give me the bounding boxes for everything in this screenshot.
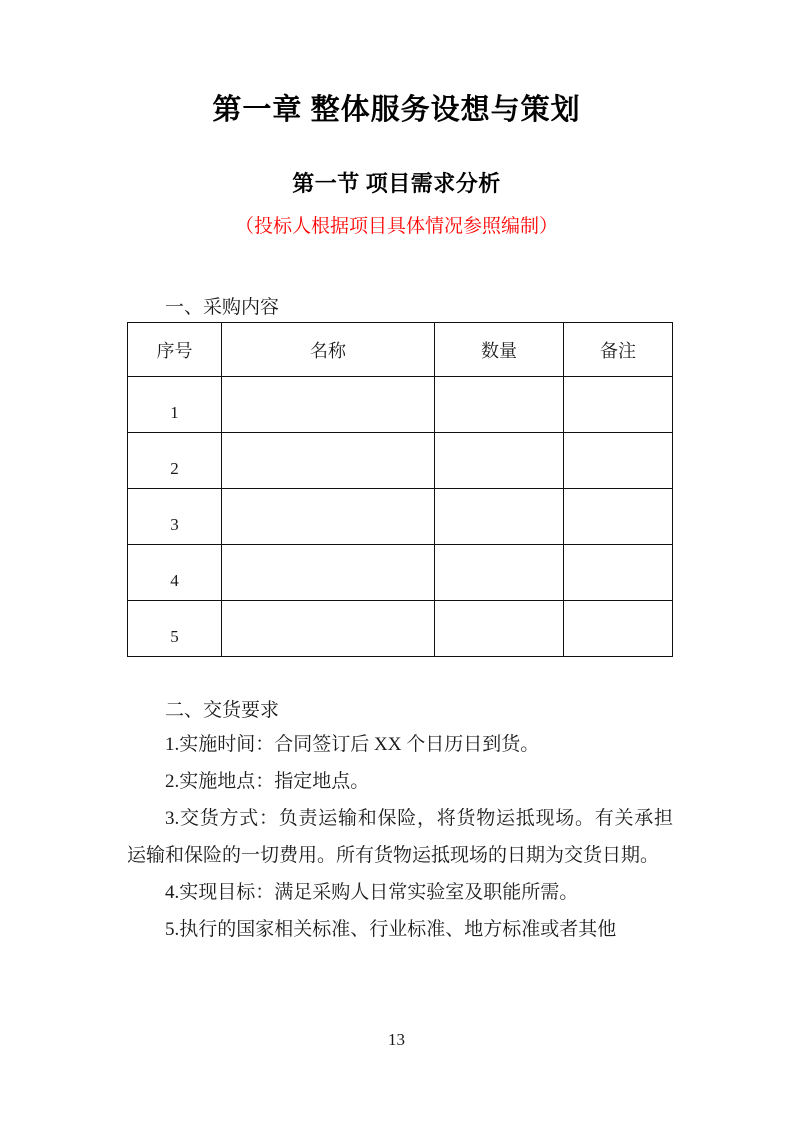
delivery-requirements-body: [127, 726, 673, 948]
table-row: [128, 601, 673, 657]
table-cell-name[interactable]: [222, 545, 435, 601]
page-number: 13: [388, 1030, 405, 1049]
body-paragraph-1: 1.实施时间：合同签订后 XX 个日历日到货。: [165, 734, 540, 755]
table-row: [128, 489, 673, 545]
table-cell-quantity[interactable]: [435, 433, 564, 489]
table-row: [128, 433, 673, 489]
table-cell-quantity[interactable]: [435, 489, 564, 545]
section-title: 第一节 项目需求分析: [292, 171, 501, 196]
body-paragraph-2: 2.实施地点：指定地点。: [165, 771, 370, 792]
body-paragraph-3: 3.交货方式：负责运输和保险，将货物运抵现场。有关承担运输和保险的一切费用。所有货物运抵现场的日期为交货日期。: [127, 808, 673, 866]
table-cell-remark[interactable]: [564, 489, 673, 545]
table-cell-name[interactable]: [222, 377, 435, 433]
table-row: [128, 545, 673, 601]
procurement-table: [127, 322, 673, 657]
table-header-name: 名称: [222, 323, 435, 377]
table-cell-name[interactable]: [222, 601, 435, 657]
table-cell-quantity[interactable]: [435, 545, 564, 601]
table-cell-remark[interactable]: [564, 601, 673, 657]
section-note: （投标人根据项目具体情况参照编制）: [234, 216, 558, 237]
table-cell-remark[interactable]: [564, 433, 673, 489]
table-cell-name[interactable]: [222, 489, 435, 545]
subheading-delivery-requirements: 二、交货要求: [165, 700, 280, 721]
table-cell-index: 3: [128, 489, 222, 545]
table-header-row: [128, 323, 673, 377]
body-paragraph-5: 5.执行的国家相关标准、行业标准、地方标准或者其他: [165, 919, 617, 940]
table-header-index: 序号: [128, 323, 222, 377]
table-row: [128, 377, 673, 433]
table-cell-remark[interactable]: [564, 545, 673, 601]
table-cell-name[interactable]: [222, 433, 435, 489]
table-cell-index: 2: [128, 433, 222, 489]
chapter-title: 第一章 整体服务设想与策划: [212, 94, 581, 126]
subheading-procurement-content: 一、采购内容: [165, 297, 280, 318]
table-cell-quantity[interactable]: [435, 601, 564, 657]
table-cell-index: 5: [128, 601, 222, 657]
table-cell-index: 4: [128, 545, 222, 601]
table-cell-index: 1: [128, 377, 222, 433]
table-cell-remark[interactable]: [564, 377, 673, 433]
table-header-remark: 备注: [564, 323, 673, 377]
table-header-quantity: 数量: [435, 323, 564, 377]
body-paragraph-4: 4.实现目标：满足采购人日常实验室及职能所需。: [165, 882, 579, 903]
table-cell-quantity[interactable]: [435, 377, 564, 433]
